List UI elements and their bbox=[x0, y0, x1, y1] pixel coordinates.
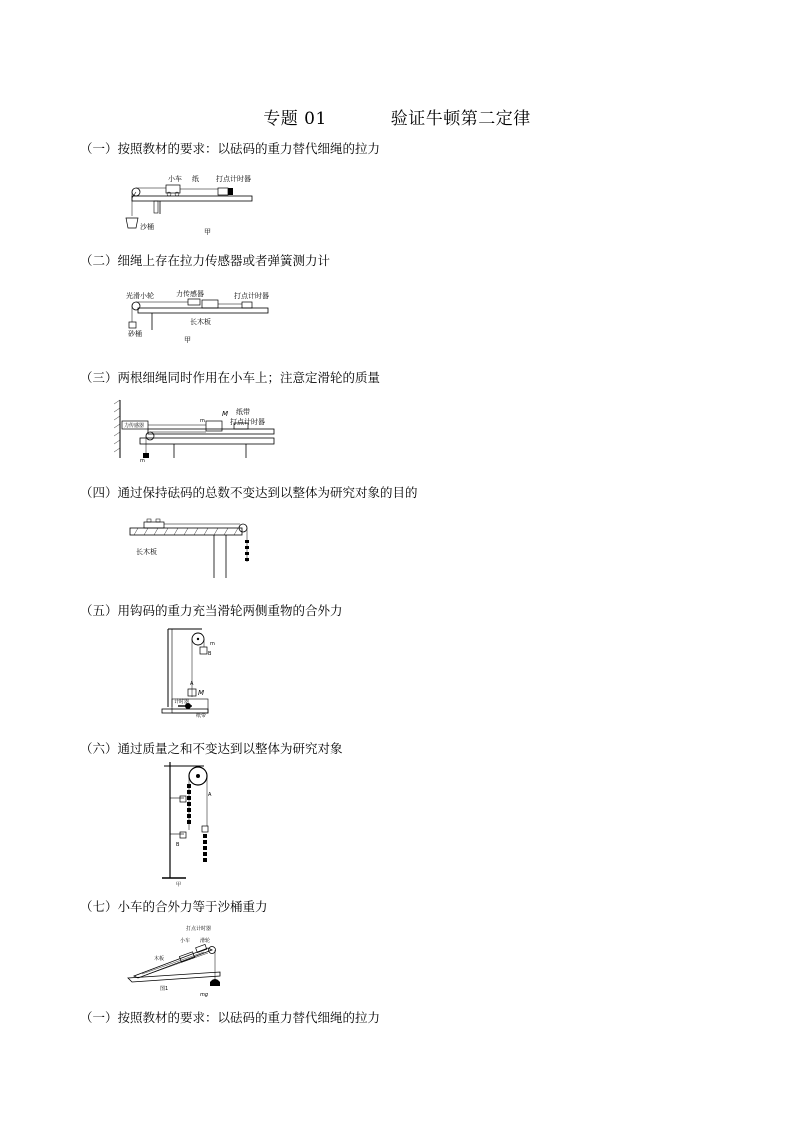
figure-3-label-force-sensor: 力传感器 bbox=[124, 423, 145, 429]
figure-5-label-tape: 纸带 bbox=[196, 713, 207, 719]
figure-2-label-bucket: 砂桶 bbox=[128, 330, 142, 338]
figure-6 bbox=[158, 760, 218, 888]
figure-2-label-caption: 甲 bbox=[184, 336, 191, 344]
page-title bbox=[0, 104, 794, 129]
figure-5-label-M: M bbox=[198, 689, 205, 697]
figure-1-label-timer: 打点计时器 bbox=[216, 175, 251, 183]
figure-3-label-tape: 纸带 bbox=[236, 408, 250, 416]
figure-7-label-timer: 打点计时器 bbox=[186, 926, 212, 932]
figure-2-label-board: 长木板 bbox=[190, 318, 211, 326]
section-heading-7: （七）小车的合外力等于沙桶重力 bbox=[80, 899, 268, 914]
figure-7-label-cart: 小车 bbox=[180, 938, 191, 944]
figure-3-label-M: M bbox=[222, 410, 229, 418]
figure-6-label-B: B bbox=[176, 842, 180, 848]
section-heading-4: （四）通过保持砝码的总数不变达到以整体为研究对象的目的 bbox=[80, 485, 418, 500]
title-topic: 验证牛顿第二定律 bbox=[390, 109, 531, 129]
figure-1-label-caption: 甲 bbox=[204, 228, 211, 236]
figure-3 bbox=[110, 398, 280, 464]
title-code: 专题 01 bbox=[263, 109, 327, 129]
figure-7-label-caption: 图1 bbox=[160, 986, 169, 992]
section-heading-8: （一）按照教材的要求：以砝码的重力替代细绳的拉力 bbox=[80, 1010, 381, 1025]
section-heading-2: （二）细绳上存在拉力传感器或者弹簧测力计 bbox=[80, 253, 331, 268]
section-heading-6: （六）通过质量之和不变达到以整体为研究对象 bbox=[80, 741, 343, 756]
figure-4 bbox=[128, 512, 268, 582]
figure-3-label-m2: m bbox=[140, 458, 145, 464]
figure-3-label-m1: m bbox=[200, 418, 205, 424]
figure-1 bbox=[118, 168, 258, 240]
figure-6-label-caption: 甲 bbox=[176, 882, 182, 888]
figure-7-label-board: 木板 bbox=[154, 956, 165, 962]
section-heading-3: （三）两根细绳同时作用在小车上；注意定滑轮的质量 bbox=[80, 370, 381, 385]
figure-1-label-bucket: 沙桶 bbox=[140, 223, 154, 231]
figure-2-label-pulley: 光滑小轮 bbox=[126, 292, 154, 300]
section-heading-1: （一）按照教材的要求：以砝码的重力替代细绳的拉力 bbox=[80, 141, 381, 156]
figure-6-label-A: A bbox=[208, 792, 212, 798]
figure-5-label-A: A bbox=[190, 681, 194, 687]
figure-1-label-paper: 纸 bbox=[192, 175, 199, 183]
figure-5 bbox=[158, 625, 218, 721]
figure-2-label-timer: 打点计时器 bbox=[234, 292, 269, 300]
figure-5-label-m: m bbox=[210, 641, 215, 647]
figure-7 bbox=[124, 920, 230, 1000]
figure-5-label-B: B bbox=[208, 651, 212, 657]
figure-7-label-mg: mg bbox=[200, 992, 209, 998]
figure-2 bbox=[124, 284, 274, 346]
figure-1-label-cart: 小车 bbox=[168, 175, 182, 183]
section-heading-5: （五）用钩码的重力充当滑轮两侧重物的合外力 bbox=[80, 603, 343, 618]
figure-3-label-timer: 打点计时器 bbox=[230, 418, 265, 426]
figure-2-label-force-sensor: 力传感器 bbox=[176, 290, 204, 298]
figure-5-label-timer: 计时器 bbox=[174, 699, 190, 705]
figure-4-label-board: 长木板 bbox=[136, 548, 157, 556]
figure-7-label-pulley: 滑轮 bbox=[200, 938, 211, 944]
